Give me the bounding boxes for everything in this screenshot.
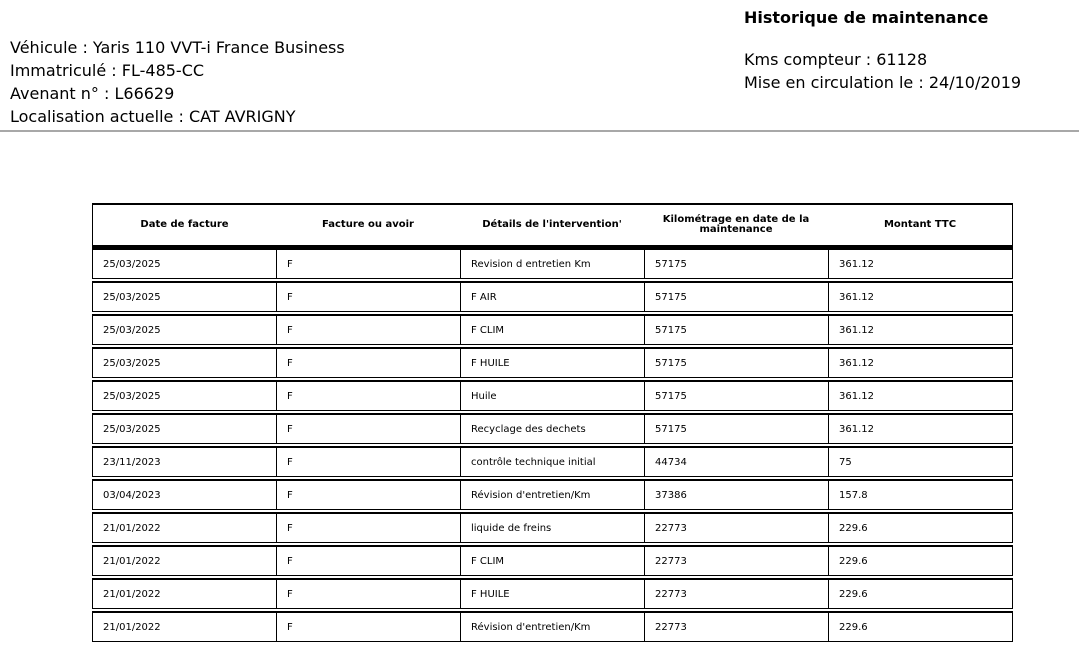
cell-amount: 229.6 — [828, 512, 1013, 543]
cell-invoice-type: F — [276, 545, 460, 576]
table-row — [92, 512, 1013, 543]
cell-intervention: F HUILE — [460, 578, 644, 609]
cell-invoice-date: 21/01/2022 — [92, 611, 276, 642]
cell-invoice-type: F — [276, 578, 460, 609]
cell-invoice-date: 21/01/2022 — [92, 578, 276, 609]
table-row — [92, 248, 1013, 279]
cell-invoice-date: 25/03/2025 — [92, 281, 276, 312]
cell-amount: 229.6 — [828, 611, 1013, 642]
cell-mileage: 44734 — [644, 446, 828, 477]
cell-amount: 229.6 — [828, 545, 1013, 576]
cell-mileage: 37386 — [644, 479, 828, 510]
cell-mileage: 57175 — [644, 314, 828, 345]
cell-invoice-type: F — [276, 446, 460, 477]
cell-invoice-type: F — [276, 413, 460, 444]
cell-invoice-type: F — [276, 380, 460, 411]
cell-amount: 361.12 — [828, 413, 1013, 444]
cell-invoice-type: F — [276, 512, 460, 543]
header-divider — [0, 130, 1079, 132]
cell-mileage: 22773 — [644, 578, 828, 609]
header-amount: Montant TTC — [828, 203, 1013, 248]
cell-mileage: 57175 — [644, 380, 828, 411]
cell-intervention: liquide de freins — [460, 512, 644, 543]
header-intervention-details: Détails de l'intervention' — [460, 203, 644, 248]
cell-intervention: contrôle technique initial — [460, 446, 644, 477]
cell-intervention: F CLIM — [460, 314, 644, 345]
cell-amount: 361.12 — [828, 248, 1013, 279]
cell-mileage: 22773 — [644, 611, 828, 642]
cell-invoice-type: F — [276, 611, 460, 642]
cell-amount: 157.8 — [828, 479, 1013, 510]
table-row — [92, 446, 1013, 477]
cell-amount: 361.12 — [828, 347, 1013, 378]
header-invoice-or-credit: Facture ou avoir — [276, 203, 460, 248]
registration-date: Mise en circulation le : 24/10/2019 — [744, 73, 1022, 92]
cell-intervention: F CLIM — [460, 545, 644, 576]
cell-mileage: 22773 — [644, 545, 828, 576]
table-row — [92, 314, 1013, 345]
cell-invoice-date: 25/03/2025 — [92, 248, 276, 279]
table-row — [92, 479, 1013, 510]
cell-invoice-type: F — [276, 347, 460, 378]
cell-invoice-type: F — [276, 281, 460, 312]
cell-amount: 75 — [828, 446, 1013, 477]
cell-invoice-type: F — [276, 479, 460, 510]
cell-invoice-type: F — [276, 248, 460, 279]
cell-invoice-date: 23/11/2023 — [92, 446, 276, 477]
cell-invoice-date: 25/03/2025 — [92, 413, 276, 444]
cell-mileage: 57175 — [644, 281, 828, 312]
cell-invoice-date: 25/03/2025 — [92, 380, 276, 411]
cell-intervention: Révision d'entretien/Km — [460, 611, 644, 642]
cell-mileage: 57175 — [644, 347, 828, 378]
cell-invoice-date: 21/01/2022 — [92, 545, 276, 576]
header-invoice-date: Date de facture — [92, 203, 276, 248]
table-row — [92, 281, 1013, 312]
table-header-row — [92, 203, 1013, 248]
header-mileage: Kilométrage en date de la maintenance — [644, 203, 828, 248]
maintenance-history-table — [92, 203, 1013, 642]
table-row — [92, 545, 1013, 576]
table-row — [92, 611, 1013, 642]
contract-amendment: Avenant n° : L66629 — [10, 84, 175, 103]
cell-amount: 361.12 — [828, 314, 1013, 345]
cell-intervention: F HUILE — [460, 347, 644, 378]
vehicle-model: Véhicule : Yaris 110 VVT-i France Business — [10, 38, 345, 57]
cell-invoice-date: 25/03/2025 — [92, 314, 276, 345]
cell-intervention: Huile — [460, 380, 644, 411]
table-row — [92, 380, 1013, 411]
cell-amount: 361.12 — [828, 380, 1013, 411]
cell-mileage: 22773 — [644, 512, 828, 543]
cell-intervention: Révision d'entretien/Km — [460, 479, 644, 510]
table-row — [92, 578, 1013, 609]
cell-mileage: 57175 — [644, 248, 828, 279]
table-row — [92, 413, 1013, 444]
page-title: Historique de maintenance — [744, 8, 989, 27]
meter-info — [744, 48, 1021, 94]
cell-mileage: 57175 — [644, 413, 828, 444]
cell-invoice-type: F — [276, 314, 460, 345]
cell-amount: 229.6 — [828, 578, 1013, 609]
cell-invoice-date: 21/01/2022 — [92, 512, 276, 543]
table-row — [92, 347, 1013, 378]
cell-intervention: F AIR — [460, 281, 644, 312]
vehicle-plate: Immatriculé : FL-485-CC — [10, 61, 205, 80]
cell-intervention: Revision d entretien Km — [460, 248, 644, 279]
cell-invoice-date: 03/04/2023 — [92, 479, 276, 510]
vehicle-info — [10, 36, 345, 128]
cell-invoice-date: 25/03/2025 — [92, 347, 276, 378]
cell-amount: 361.12 — [828, 281, 1013, 312]
current-location: Localisation actuelle : CAT AVRIGNY — [10, 107, 296, 126]
odometer-reading: Kms compteur : 61128 — [744, 50, 928, 69]
cell-intervention: Recyclage des dechets — [460, 413, 644, 444]
